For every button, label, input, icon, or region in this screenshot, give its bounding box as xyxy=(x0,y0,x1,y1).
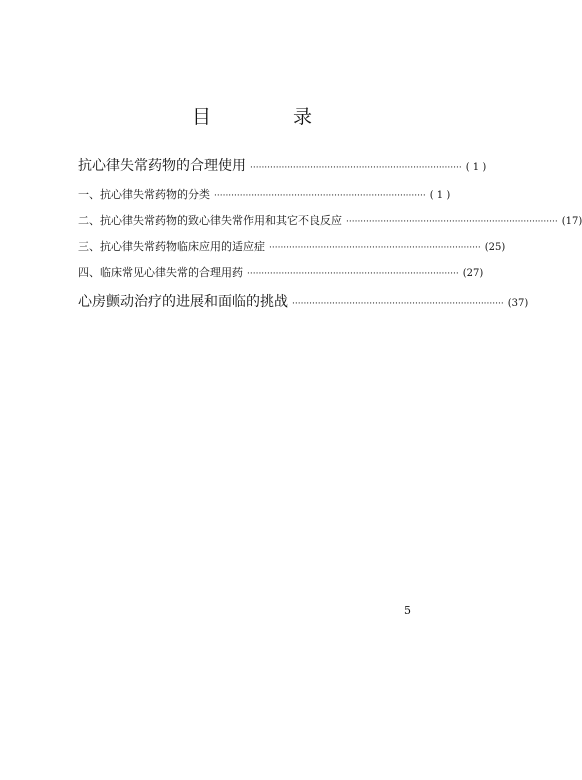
toc-leader-dots: ·········································································· xyxy=(214,191,426,201)
toc-entry-section-2[interactable] xyxy=(78,208,582,234)
toc-entry-label: 心房颤动治疗的进展和面临的挑战 xyxy=(78,294,288,310)
toc-entry-label: 三、抗心律失常药物临床应用的适应症 xyxy=(78,240,265,253)
toc-leader-dots: ·········································································· xyxy=(250,163,462,173)
page-title: 目 录 xyxy=(191,106,351,128)
toc-entry-page: (17) xyxy=(561,216,582,227)
toc-entry-label: 二、抗心律失常药物的致心律失常作用和其它不良反应 xyxy=(78,214,342,227)
toc-entry-section-1[interactable] xyxy=(78,182,451,208)
toc-entry-label: 一、抗心律失常药物的分类 xyxy=(78,188,210,201)
toc-entry-page: ( 1 ) xyxy=(429,190,451,201)
toc-entry-chapter-1[interactable] xyxy=(78,150,487,182)
toc-leader-dots: ·········································································· xyxy=(346,217,558,227)
toc-entry-section-3[interactable] xyxy=(78,234,506,260)
table-of-contents xyxy=(78,150,582,318)
toc-entry-page: (27) xyxy=(462,268,484,279)
toc-leader-dots: ·········································································· xyxy=(247,269,459,279)
toc-entry-section-4[interactable] xyxy=(78,260,484,286)
toc-entry-page: ( 1 ) xyxy=(465,162,487,173)
toc-entry-page: (25) xyxy=(484,242,506,253)
toc-entry-label: 抗心律失常药物的合理使用 xyxy=(78,158,246,174)
toc-leader-dots: ·········································································· xyxy=(292,299,504,309)
toc-entry-chapter-2[interactable] xyxy=(78,286,529,318)
toc-leader-dots: ·········································································· xyxy=(269,243,481,253)
toc-entry-label: 四、临床常见心律失常的合理用药 xyxy=(78,266,243,279)
page-number: 5 xyxy=(404,604,411,617)
toc-entry-page: (37) xyxy=(507,298,529,309)
